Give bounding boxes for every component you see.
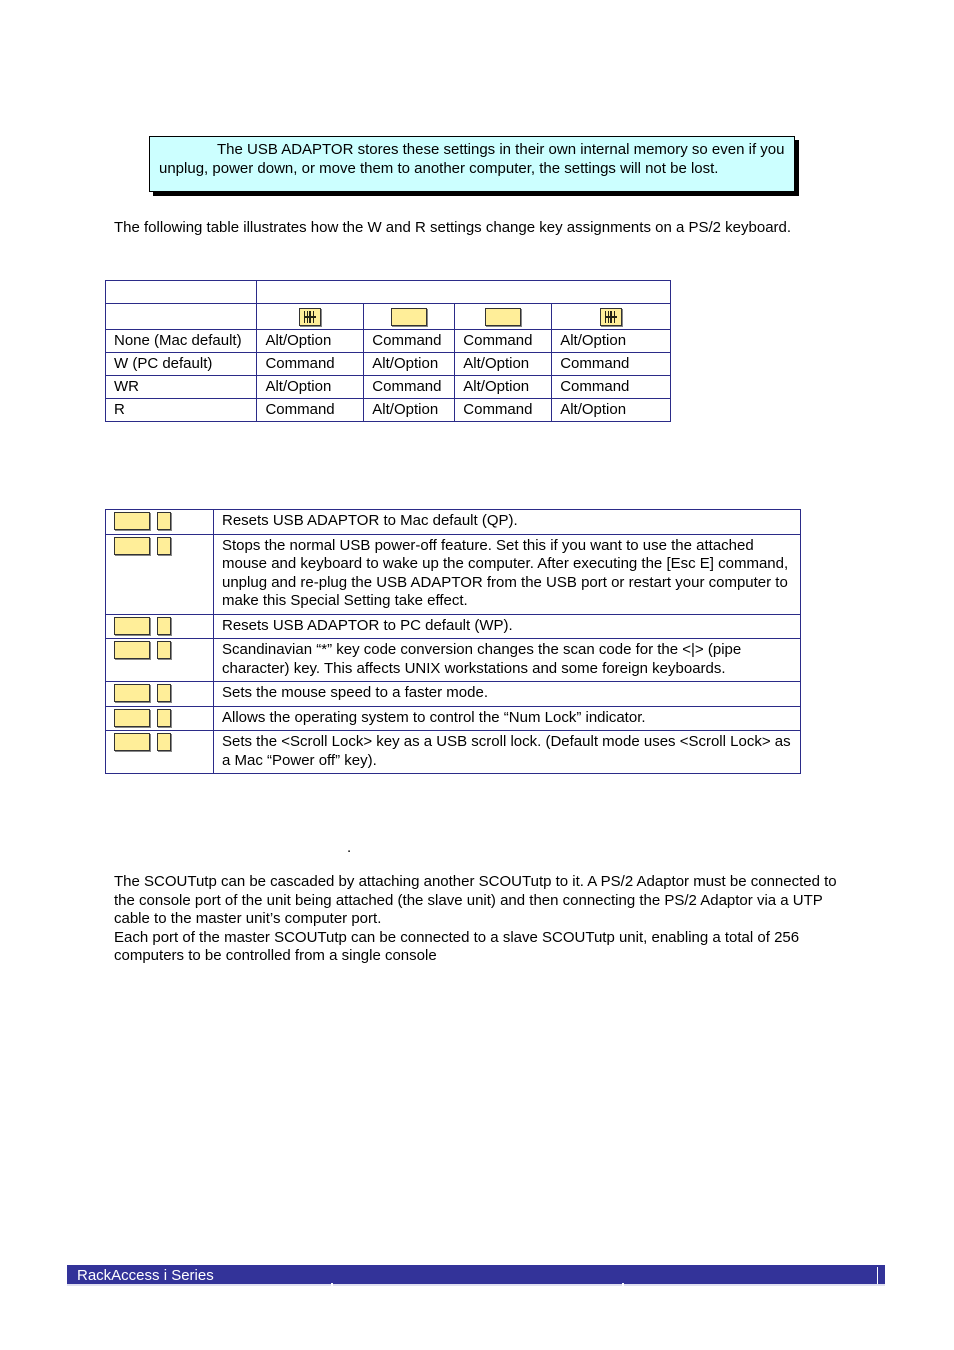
assignment-cell: Alt/Option	[364, 399, 455, 422]
key-combo-cell	[106, 682, 214, 707]
setting-cell: W (PC default)	[106, 353, 257, 376]
key-combo-cell	[106, 639, 214, 682]
setting-description: Sets the mouse speed to a faster mode.	[214, 682, 801, 707]
table-title-cell	[257, 281, 671, 304]
key-icon	[114, 733, 150, 751]
assignment-cell: Command	[257, 399, 364, 422]
key-icon	[157, 733, 171, 751]
blank-key-icon	[485, 308, 521, 326]
key-combo-cell	[106, 510, 214, 535]
setting-description: Stops the normal USB power-off feature. Set this if you want to use the attached mouse and keyboard to wake up the computer. After executing the [Esc E] command, unplug and re-plug the USB ADAPTOR from the USB port or restart your computer to make this Special Setting take effect.	[214, 534, 801, 614]
setting-description: Resets USB ADAPTOR to Mac default (QP).	[214, 510, 801, 535]
key-combo-cell	[106, 534, 214, 614]
table-row	[106, 376, 671, 399]
key-assignment-table	[105, 280, 671, 422]
key-icon	[157, 709, 171, 727]
key-icon	[157, 537, 171, 555]
assignment-cell: Command	[455, 399, 552, 422]
blank-key-icon	[391, 308, 427, 326]
setting-cell: R	[106, 399, 257, 422]
key-header-row	[106, 304, 671, 330]
intro-text: The following table illustrates how the W and R settings change key assignments on a PS/2 keyboard.	[114, 219, 792, 236]
key-icon	[114, 617, 150, 635]
key-combo-cell	[106, 706, 214, 731]
assignment-cell: Alt/Option	[455, 376, 552, 399]
table-row	[106, 399, 671, 422]
table-row	[106, 682, 801, 707]
assignment-cell: Alt/Option	[552, 399, 671, 422]
assignment-cell: Command	[364, 376, 455, 399]
assignment-cell: Alt/Option	[257, 330, 364, 353]
key-icon	[157, 617, 171, 635]
key-icon	[114, 641, 150, 659]
assignment-cell: Alt/Option	[257, 376, 364, 399]
setting-cell: WR	[106, 376, 257, 399]
assignment-cell: Command	[257, 353, 364, 376]
windows-key-icon	[299, 308, 321, 326]
page-footer	[67, 1265, 885, 1286]
assignment-cell: Command	[552, 376, 671, 399]
stray-dot: .	[347, 839, 352, 856]
table-corner-cell	[106, 281, 257, 304]
key-icon	[114, 512, 150, 530]
assignment-cell: Command	[364, 330, 455, 353]
info-note-text: The USB ADAPTOR stores these settings in their own internal memory so even if you unplug, power down, or move them to another computer, the settings will not be lost.	[159, 141, 785, 177]
footer-label: RackAccess i Series	[77, 1267, 214, 1284]
key-combo-cell	[106, 731, 214, 774]
assignment-cell: Command	[455, 330, 552, 353]
setting-cell: None (Mac default)	[106, 330, 257, 353]
cascade-section	[114, 873, 844, 966]
assignment-cell: Alt/Option	[455, 353, 552, 376]
table-row	[106, 731, 801, 774]
cascade-paragraph-1: The SCOUTutp can be cascaded by attaching another SCOUTutp to it. A PS/2 Adaptor must be connected to the console port of the unit being attached (the slave unit) and then connecting the PS/2 Adaptor via a UTP cable to the master unit’s computer port.	[114, 873, 837, 927]
key-icon	[114, 537, 150, 555]
setting-description: Resets USB ADAPTOR to PC default (WP).	[214, 614, 801, 639]
footer-underline	[67, 1284, 885, 1286]
setting-description: Scandinavian “*” key code conversion changes the scan code for the <|> (pipe character) key. This affects UNIX workstations and some foreign keyboards.	[214, 639, 801, 682]
assignment-cell: Alt/Option	[364, 353, 455, 376]
key-icon	[114, 684, 150, 702]
table-row	[106, 614, 801, 639]
table-row	[106, 510, 801, 535]
table-row	[106, 330, 671, 353]
table-title-row	[106, 281, 671, 304]
special-settings-table	[105, 509, 801, 774]
windows-key-icon	[600, 308, 622, 326]
table-row	[106, 706, 801, 731]
key-icon	[114, 709, 150, 727]
info-note	[149, 136, 795, 192]
table-row	[106, 639, 801, 682]
table-row	[106, 353, 671, 376]
key-combo-cell	[106, 614, 214, 639]
key-icon	[157, 512, 171, 530]
cascade-paragraph-2: Each port of the master SCOUTutp can be connected to a slave SCOUTutp unit, enabling a total of 256 computers to be controlled from a single console	[114, 928, 800, 964]
setting-description: Allows the operating system to control the “Num Lock” indicator.	[214, 706, 801, 731]
footer-divider	[877, 1267, 878, 1284]
table-row	[106, 534, 801, 614]
key-header-empty	[106, 304, 257, 330]
assignment-cell: Alt/Option	[552, 330, 671, 353]
setting-description: Sets the <Scroll Lock> key as a USB scroll lock. (Default mode uses <Scroll Lock> as a Mac “Power off” key).	[214, 731, 801, 774]
key-icon	[157, 684, 171, 702]
key-icon	[157, 641, 171, 659]
assignment-cell: Command	[552, 353, 671, 376]
